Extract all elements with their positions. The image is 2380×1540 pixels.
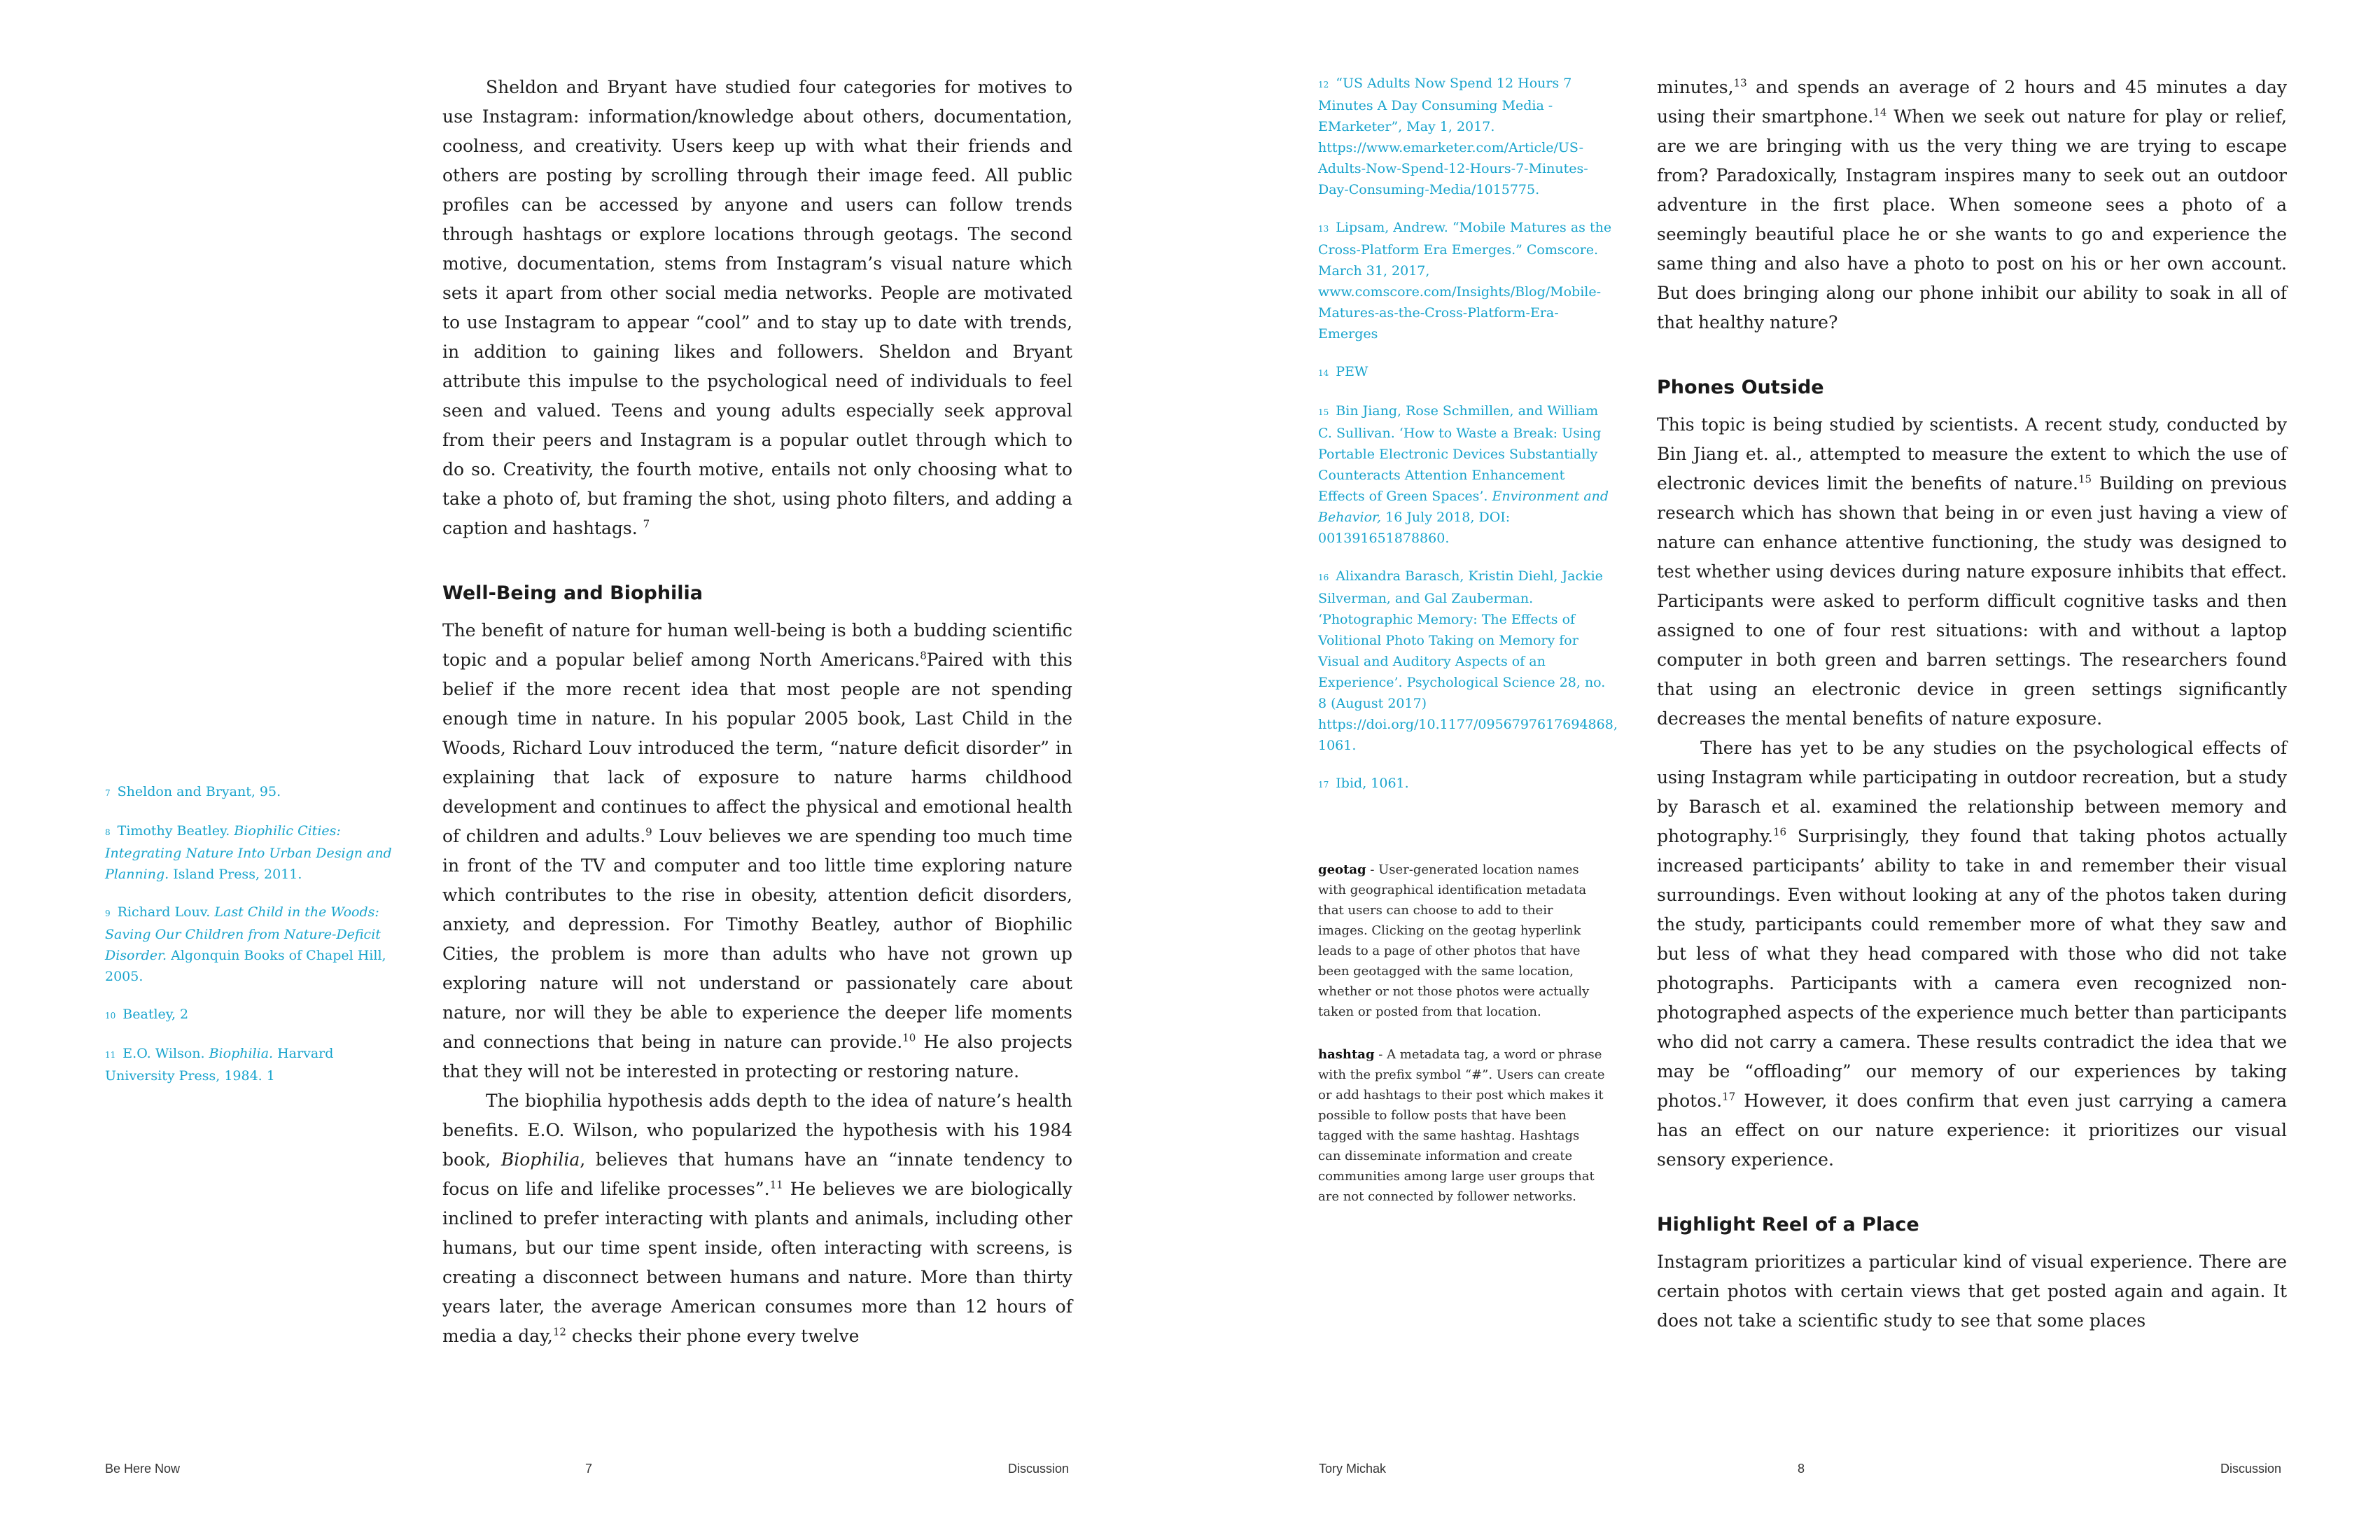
footnote-text: “US Adults Now Spend 12 Hours 7 Minutes A Day Consuming Media - EMarketer”, May 1, 2017. https://www.emarketer.com/Article/US-Adults-Now-Spend-12-Hours-7-Minutes-Day-Consuming-Media/1015775. xyxy=(1318,76,1588,197)
paragraph-text: , believes that humans have an “innate tendency to focus on life and lifelike processes”. xyxy=(442,1149,1072,1199)
footer-section: Discussion xyxy=(1008,1462,1070,1476)
glossary xyxy=(1318,860,1605,1229)
paragraph-text: When we seek out nature for play or relief, are we are bringing with us the very thing we are trying to escape from? Paradoxically, Instagram inspires many to seek out an outdoor adventure in the first place. When someone sees a photo of a seemingly beautiful place he or she wants to go and experience the same thing and also have a photo to post on his or her own account. But does bringing along our phone inhibit our ability to soak in all of that healthy nature? xyxy=(1657,106,2288,332)
footnote-11 xyxy=(105,1043,399,1086)
footnote-text: Alixandra Barasch, Kristin Diehl, Jackie Silverman, and Gal Zauberman. ‘Photographic Memory: The Effects of Volitional Photo Taking on Memory for Visual and Auditory Aspects of an Experience’. Psychological Science 28, no. 8 (August 2017) https://doi.org/10.1177/0956797617694868, 1061. xyxy=(1318,568,1618,753)
footnote-text: Beatley, 2 xyxy=(122,1007,189,1022)
paragraph-text: He also projects that they will not be interested in protecting or restoring nature. xyxy=(442,1032,1072,1082)
footnote-ref[interactable]: 7 xyxy=(643,517,650,531)
footnote-16 xyxy=(1318,566,1618,756)
footnote-7 xyxy=(105,781,399,804)
footnote-number: 16 xyxy=(1318,573,1329,582)
footnote-number: 12 xyxy=(1318,80,1329,90)
left-body-column xyxy=(442,73,1072,1351)
glossary-definition: - A metadata tag, a word or phrase with the prefix symbol “#”. Users can create or add hashtags to their post which makes it possible to follow posts that have been tagged with the same hashtag. Hashtags can disseminate information and create communities among large user groups that are not connected by follower networks. xyxy=(1318,1047,1605,1204)
paragraph-text: Surprisingly, they found that taking photos actually increased participants’ ability to take in and remember their visual surroundings. Even without looking at any of the photos taken during the study, participants could remember more of what they saw and but less of what they head compared with those who did not take photographs. Participants with a camera even recognized non-photographed aspects of the experience much better than participants who did not carry a camera. These results contradict the idea that we may be “offloading” our memory of our experiences by taking photos. xyxy=(1657,826,2287,1111)
paragraph-text: However, it does confirm that even just carrying a camera has an effect on our nature experience: it prioritizes our visual sensory experience. xyxy=(1657,1091,2287,1170)
footnote-9 xyxy=(105,902,399,987)
footnote-number: 17 xyxy=(1318,780,1329,790)
paragraph-text: He believes we are biologically inclined to prefer interacting with plants and animals, including other humans, but our time spent inside, often interacting with screens, is creating a disconnect between humans and nature. More than thirty years later, the average American consumes more than 12 hours of media a day, xyxy=(442,1179,1072,1346)
footnote-publisher: Island Press, 2011. xyxy=(169,867,302,882)
body-paragraph xyxy=(1657,734,2287,1175)
paragraph-text: The biophilia hypothesis adds depth to the idea of nature’s health benefits. E.O. Wilson, who popularized the hypothesis with his 1984 book, xyxy=(442,1091,1072,1170)
footnote-publisher: Harvard University Press, 1984. 1 xyxy=(105,1046,334,1084)
body-paragraph xyxy=(1657,1247,2287,1336)
footnote-ref[interactable]: 14 xyxy=(1873,106,1887,119)
paragraph-text: Instagram prioritizes a particular kind of visual experience. There are certain photos with certain views that get posted again and again. It does not take a scientific study to see that some places xyxy=(1657,1252,2287,1331)
footnote-text: PEW xyxy=(1336,364,1368,379)
footer-page-number: 7 xyxy=(585,1462,593,1476)
footnote-text: Ibid, 1061. xyxy=(1336,776,1409,791)
glossary-entry-hashtag xyxy=(1318,1044,1605,1207)
footnote-number: 15 xyxy=(1318,407,1329,417)
section-heading: Well-Being and Biophilia xyxy=(442,582,704,604)
section-heading: Phones Outside xyxy=(1657,377,1824,398)
footnote-number: 7 xyxy=(105,788,111,798)
footnote-text: Lipsam, Andrew. “Mobile Matures as the Cross-Platform Era Emerges.” Comscore. March 31, 2017, www.comscore.com/Insights/Blog/Mobile-Matures-as-the-Cross-Platform-Era-Emerges xyxy=(1318,220,1612,342)
footnote-title: Biophilia. xyxy=(209,1046,274,1061)
paragraph-text: This topic is being studied by scientists. A recent study, conducted by Bin Jiang et. al., attempted to measure the extent to which the use of electronic devices limit the benefits of nature. xyxy=(1657,414,2287,493)
glossary-term: hashtag xyxy=(1318,1047,1375,1062)
footnote-number: 13 xyxy=(1318,224,1329,234)
footnote-number: 9 xyxy=(105,909,111,918)
footnote-ref[interactable]: 16 xyxy=(1772,825,1787,839)
footnote-15 xyxy=(1318,400,1612,549)
paragraph-text: Paired with this belief if the more recent idea that most people are not spending enough time in nature. In his popular 2005 book, Last Child in the Woods, Richard Louv introduced the term, “nature deficit disorder” in explaining that lack of exposure to nature harms childhood development and continues to affect the physical and emotional health of children and adults. xyxy=(442,650,1072,846)
footnote-title: Biophilic Cities: Integrating Nature Into Urban Design and Planning. xyxy=(105,823,392,882)
footnote-10 xyxy=(105,1004,399,1026)
footnote-number: 14 xyxy=(1318,368,1329,378)
right-page xyxy=(1190,0,2380,1540)
footnote-ref[interactable]: 17 xyxy=(1722,1090,1736,1103)
section-heading: Highlight Reel of a Place xyxy=(1657,1214,1919,1236)
footer-title: Be Here Now xyxy=(105,1462,181,1476)
footnote-text: Bin Jiang, Rose Schmillen, and William C. Sullivan. ‘How to Waste a Break: Using Portable Electronic Devices Substantially Counteracts Attention Enhancement Effects of Green Spaces’. xyxy=(1318,403,1602,504)
footnote-text: Sheldon and Bryant, 95. xyxy=(117,784,281,799)
footnote-ref[interactable]: 12 xyxy=(552,1325,566,1338)
right-footnotes xyxy=(1318,73,1618,812)
footnote-8 xyxy=(105,820,399,885)
footnote-13 xyxy=(1318,217,1612,344)
footnote-number: 10 xyxy=(105,1011,116,1021)
footnote-ref[interactable]: 13 xyxy=(1733,76,1747,90)
footnote-text: Richard Louv. xyxy=(117,904,215,920)
body-paragraph xyxy=(1657,73,2287,337)
paragraph-text: minutes, xyxy=(1657,77,1734,97)
glossary-term: geotag xyxy=(1318,862,1366,877)
footnote-text: Timothy Beatley. xyxy=(117,823,234,839)
footnote-ref[interactable]: 10 xyxy=(902,1031,916,1044)
footnote-publisher: 16 July 2018, DOI: 001391651878860. xyxy=(1318,510,1511,546)
footer-author: Tory Michak xyxy=(1319,1462,1387,1476)
body-paragraph xyxy=(442,1086,1072,1351)
footnote-publisher: Algonquin Books of Chapel Hill, 2005. xyxy=(105,948,386,984)
footer-page-number: 8 xyxy=(1798,1462,1805,1476)
paragraph-text: Louv believes we are spending too much time in front of the TV and computer and too little time exploring nature which contributes to the rise in obesity, attention deficit disorders, anxiety, and depression. For Timothy Beatley, author of Biophilic Cities, the problem is more than adults who have not grown up exploring nature will not understand or passionately care about nature, nor will they be able to experience the deeper life moments and connections that being in nature can provide. xyxy=(442,826,1072,1052)
paragraph-text: checks their phone every twelve xyxy=(566,1326,860,1346)
glossary-definition: - User-generated location names with geographical identification metadata that users can choose to add to their images. Clicking on the geotag hyperlink leads to a page of other photos that have been geotagged with the same location, whether or not those photos were actually taken or posted from that location. xyxy=(1318,862,1590,1019)
paragraph-text: and spends an average of 2 hours and 45 minutes a day using their smartphone. xyxy=(1657,77,2287,127)
body-paragraph xyxy=(442,616,1072,1086)
footnote-journal: Environment and Behavior, xyxy=(1318,489,1609,525)
paragraph-text: Building on previous research which has shown that being in or even just having a view of nature can enhance attentive functioning, the study was designed to test whether using devices during nature exposure inhibits that effect. Participants were asked to perform difficult cognitive tasks and then assigned to one of four rest situations: with and without a laptop computer in both green and barren settings. The researchers found that using an electronic device in green settings significantly decreases the mental benefits of nature exposure. xyxy=(1657,473,2287,729)
book-title: Biophilia xyxy=(500,1149,580,1170)
footnote-17 xyxy=(1318,773,1612,795)
footnote-ref[interactable]: 9 xyxy=(645,825,652,839)
footnote-ref[interactable]: 15 xyxy=(2078,472,2092,486)
footnote-12 xyxy=(1318,73,1612,200)
paragraph-text: There has yet to be any studies on the psychological effects of using Instagram while participating in outdoor recreation, but a study by Barasch et al. examined the relationship between memory and photography. xyxy=(1657,738,2287,846)
footnote-number: 8 xyxy=(105,827,111,837)
footnote-title: Last Child in the Woods: Saving Our Children from Nature-Deficit Disorder. xyxy=(105,904,381,963)
paragraph-text: Sheldon and Bryant have studied four categories for motives to use Instagram: information/knowledge about others, documentation, coolness, and creativity. Users keep up with what their friends and others are posting by scrolling through their image feed. All public profiles can be accessed by anyone and users can follow trends through hashtags or explore locations through geotags. The second motive, documentation, stems from Instagram’s visual nature which sets it apart from other social media networks. People are motivated to use Instagram to appear “cool” and to stay up to date with trends, in addition to gaining likes and followers. Sheldon and Bryant attribute this impulse to the psychological need of individuals to feel seen and valued. Teens and young adults especially seek approval from their peers and Instagram is a popular outlet through which to do so. Creativity, the fourth motive, entails not only choosing what to take a photo of, but framing the shot, using photo filters, and adding a caption and hashtags. xyxy=(442,77,1072,538)
footer-section: Discussion xyxy=(2220,1462,2282,1476)
footnote-ref[interactable]: 8 xyxy=(920,649,927,662)
right-body-column xyxy=(1657,73,2287,1336)
footnote-text: E.O. Wilson. xyxy=(122,1046,209,1061)
footnote-14 xyxy=(1318,361,1612,384)
body-paragraph xyxy=(1657,410,2287,734)
left-footnotes xyxy=(105,781,399,1103)
paragraph-text: The benefit of nature for human well-being is both a budding scientific topic and a popular belief among North Americans. xyxy=(442,620,1072,670)
footnote-ref[interactable]: 11 xyxy=(769,1178,783,1191)
body-paragraph xyxy=(442,73,1072,543)
footnote-number: 11 xyxy=(105,1050,116,1060)
glossary-entry-geotag xyxy=(1318,860,1605,1022)
